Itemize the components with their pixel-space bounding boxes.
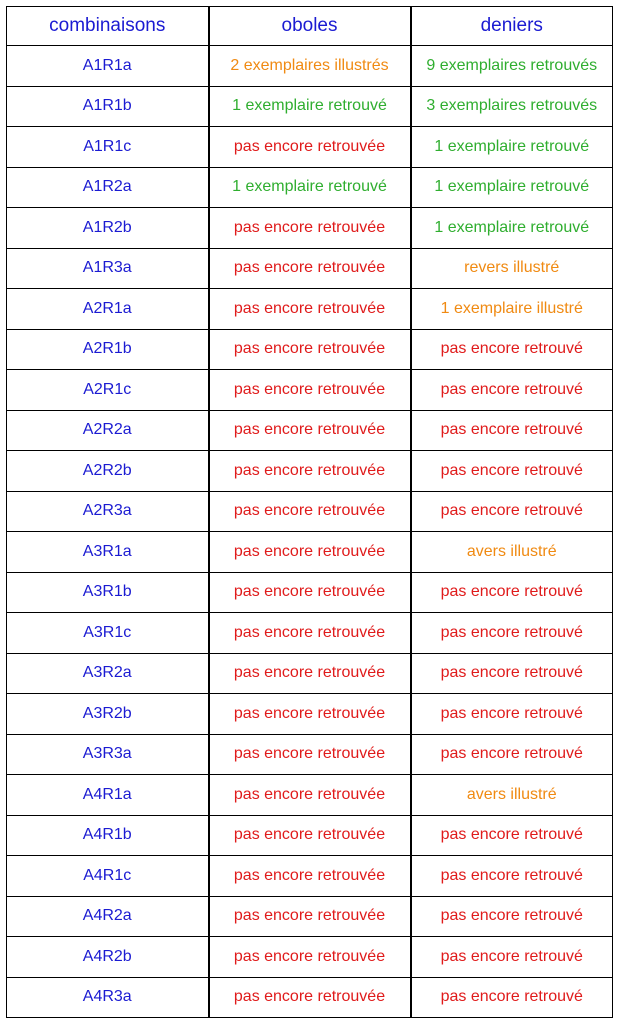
deniers-cell: 1 exemplaire retrouvé bbox=[411, 208, 613, 249]
table-row bbox=[7, 289, 613, 330]
oboles-cell: pas encore retrouvée bbox=[209, 572, 411, 613]
oboles-cell: pas encore retrouvée bbox=[209, 856, 411, 897]
oboles-cell: 1 exemplaire retrouvé bbox=[209, 86, 411, 127]
deniers-cell: pas encore retrouvé bbox=[411, 856, 613, 897]
combination-cell: A3R3a bbox=[7, 734, 209, 775]
combination-cell: A4R1a bbox=[7, 775, 209, 816]
table-row bbox=[7, 613, 613, 654]
oboles-cell: pas encore retrouvée bbox=[209, 289, 411, 330]
deniers-cell: pas encore retrouvé bbox=[411, 694, 613, 735]
deniers-cell: avers illustré bbox=[411, 775, 613, 816]
deniers-cell: 3 exemplaires retrouvés bbox=[411, 86, 613, 127]
table-row bbox=[7, 86, 613, 127]
deniers-cell: pas encore retrouvé bbox=[411, 491, 613, 532]
oboles-cell: pas encore retrouvée bbox=[209, 775, 411, 816]
oboles-cell: pas encore retrouvée bbox=[209, 653, 411, 694]
deniers-cell: pas encore retrouvé bbox=[411, 613, 613, 654]
table-row bbox=[7, 208, 613, 249]
table-row bbox=[7, 937, 613, 978]
deniers-cell: avers illustré bbox=[411, 532, 613, 573]
oboles-cell: pas encore retrouvée bbox=[209, 613, 411, 654]
header-oboles: oboles bbox=[209, 7, 411, 46]
table-row bbox=[7, 370, 613, 411]
deniers-cell: 1 exemplaire retrouvé bbox=[411, 127, 613, 168]
deniers-cell: pas encore retrouvé bbox=[411, 734, 613, 775]
oboles-cell: pas encore retrouvée bbox=[209, 694, 411, 735]
deniers-cell: pas encore retrouvé bbox=[411, 896, 613, 937]
table-row bbox=[7, 532, 613, 573]
table-row bbox=[7, 896, 613, 937]
combination-cell: A2R2a bbox=[7, 410, 209, 451]
table-row bbox=[7, 653, 613, 694]
oboles-cell: pas encore retrouvée bbox=[209, 248, 411, 289]
table-row bbox=[7, 491, 613, 532]
deniers-cell: pas encore retrouvé bbox=[411, 572, 613, 613]
combination-cell: A1R2b bbox=[7, 208, 209, 249]
oboles-cell: pas encore retrouvée bbox=[209, 451, 411, 492]
oboles-cell: 1 exemplaire retrouvé bbox=[209, 167, 411, 208]
oboles-cell: pas encore retrouvée bbox=[209, 815, 411, 856]
deniers-cell: 1 exemplaire retrouvé bbox=[411, 167, 613, 208]
table-row bbox=[7, 248, 613, 289]
oboles-cell: pas encore retrouvée bbox=[209, 937, 411, 978]
deniers-cell: pas encore retrouvé bbox=[411, 451, 613, 492]
combination-cell: A2R1a bbox=[7, 289, 209, 330]
combination-cell: A1R1b bbox=[7, 86, 209, 127]
combination-cell: A2R2b bbox=[7, 451, 209, 492]
table-row bbox=[7, 856, 613, 897]
combination-cell: A3R1a bbox=[7, 532, 209, 573]
combination-cell: A1R2a bbox=[7, 167, 209, 208]
table-row bbox=[7, 572, 613, 613]
table-row bbox=[7, 451, 613, 492]
table-row bbox=[7, 167, 613, 208]
combination-cell: A3R1b bbox=[7, 572, 209, 613]
oboles-cell: pas encore retrouvée bbox=[209, 370, 411, 411]
combination-cell: A4R2b bbox=[7, 937, 209, 978]
table-row bbox=[7, 694, 613, 735]
combination-cell: A3R2b bbox=[7, 694, 209, 735]
table-row bbox=[7, 410, 613, 451]
deniers-cell: pas encore retrouvé bbox=[411, 370, 613, 411]
combination-cell: A1R3a bbox=[7, 248, 209, 289]
combination-cell: A3R1c bbox=[7, 613, 209, 654]
table-row bbox=[7, 734, 613, 775]
oboles-cell: pas encore retrouvée bbox=[209, 329, 411, 370]
combination-cell: A2R3a bbox=[7, 491, 209, 532]
combination-cell: A3R2a bbox=[7, 653, 209, 694]
oboles-cell: pas encore retrouvée bbox=[209, 896, 411, 937]
oboles-cell: 2 exemplaires illustrés bbox=[209, 46, 411, 87]
oboles-cell: pas encore retrouvée bbox=[209, 734, 411, 775]
table-row bbox=[7, 127, 613, 168]
table-row bbox=[7, 977, 613, 1018]
table-row bbox=[7, 775, 613, 816]
combination-cell: A4R1c bbox=[7, 856, 209, 897]
table-row bbox=[7, 329, 613, 370]
table-body bbox=[7, 46, 613, 1018]
deniers-cell: 1 exemplaire illustré bbox=[411, 289, 613, 330]
oboles-cell: pas encore retrouvée bbox=[209, 491, 411, 532]
deniers-cell: pas encore retrouvé bbox=[411, 329, 613, 370]
deniers-cell: pas encore retrouvé bbox=[411, 815, 613, 856]
header-combinaisons: combinaisons bbox=[7, 7, 209, 46]
table-row bbox=[7, 815, 613, 856]
combination-cell: A4R2a bbox=[7, 896, 209, 937]
table-row bbox=[7, 46, 613, 87]
combination-cell: A2R1c bbox=[7, 370, 209, 411]
combination-cell: A1R1a bbox=[7, 46, 209, 87]
deniers-cell: revers illustré bbox=[411, 248, 613, 289]
oboles-cell: pas encore retrouvée bbox=[209, 410, 411, 451]
header-row bbox=[7, 7, 613, 46]
deniers-cell: pas encore retrouvé bbox=[411, 410, 613, 451]
deniers-cell: pas encore retrouvé bbox=[411, 653, 613, 694]
oboles-cell: pas encore retrouvée bbox=[209, 127, 411, 168]
combination-cell: A2R1b bbox=[7, 329, 209, 370]
deniers-cell: pas encore retrouvé bbox=[411, 977, 613, 1018]
combinations-table bbox=[6, 6, 613, 1018]
header-deniers: deniers bbox=[411, 7, 613, 46]
deniers-cell: 9 exemplaires retrouvés bbox=[411, 46, 613, 87]
oboles-cell: pas encore retrouvée bbox=[209, 532, 411, 573]
oboles-cell: pas encore retrouvée bbox=[209, 208, 411, 249]
combination-cell: A4R1b bbox=[7, 815, 209, 856]
deniers-cell: pas encore retrouvé bbox=[411, 937, 613, 978]
combination-cell: A1R1c bbox=[7, 127, 209, 168]
combination-cell: A4R3a bbox=[7, 977, 209, 1018]
oboles-cell: pas encore retrouvée bbox=[209, 977, 411, 1018]
